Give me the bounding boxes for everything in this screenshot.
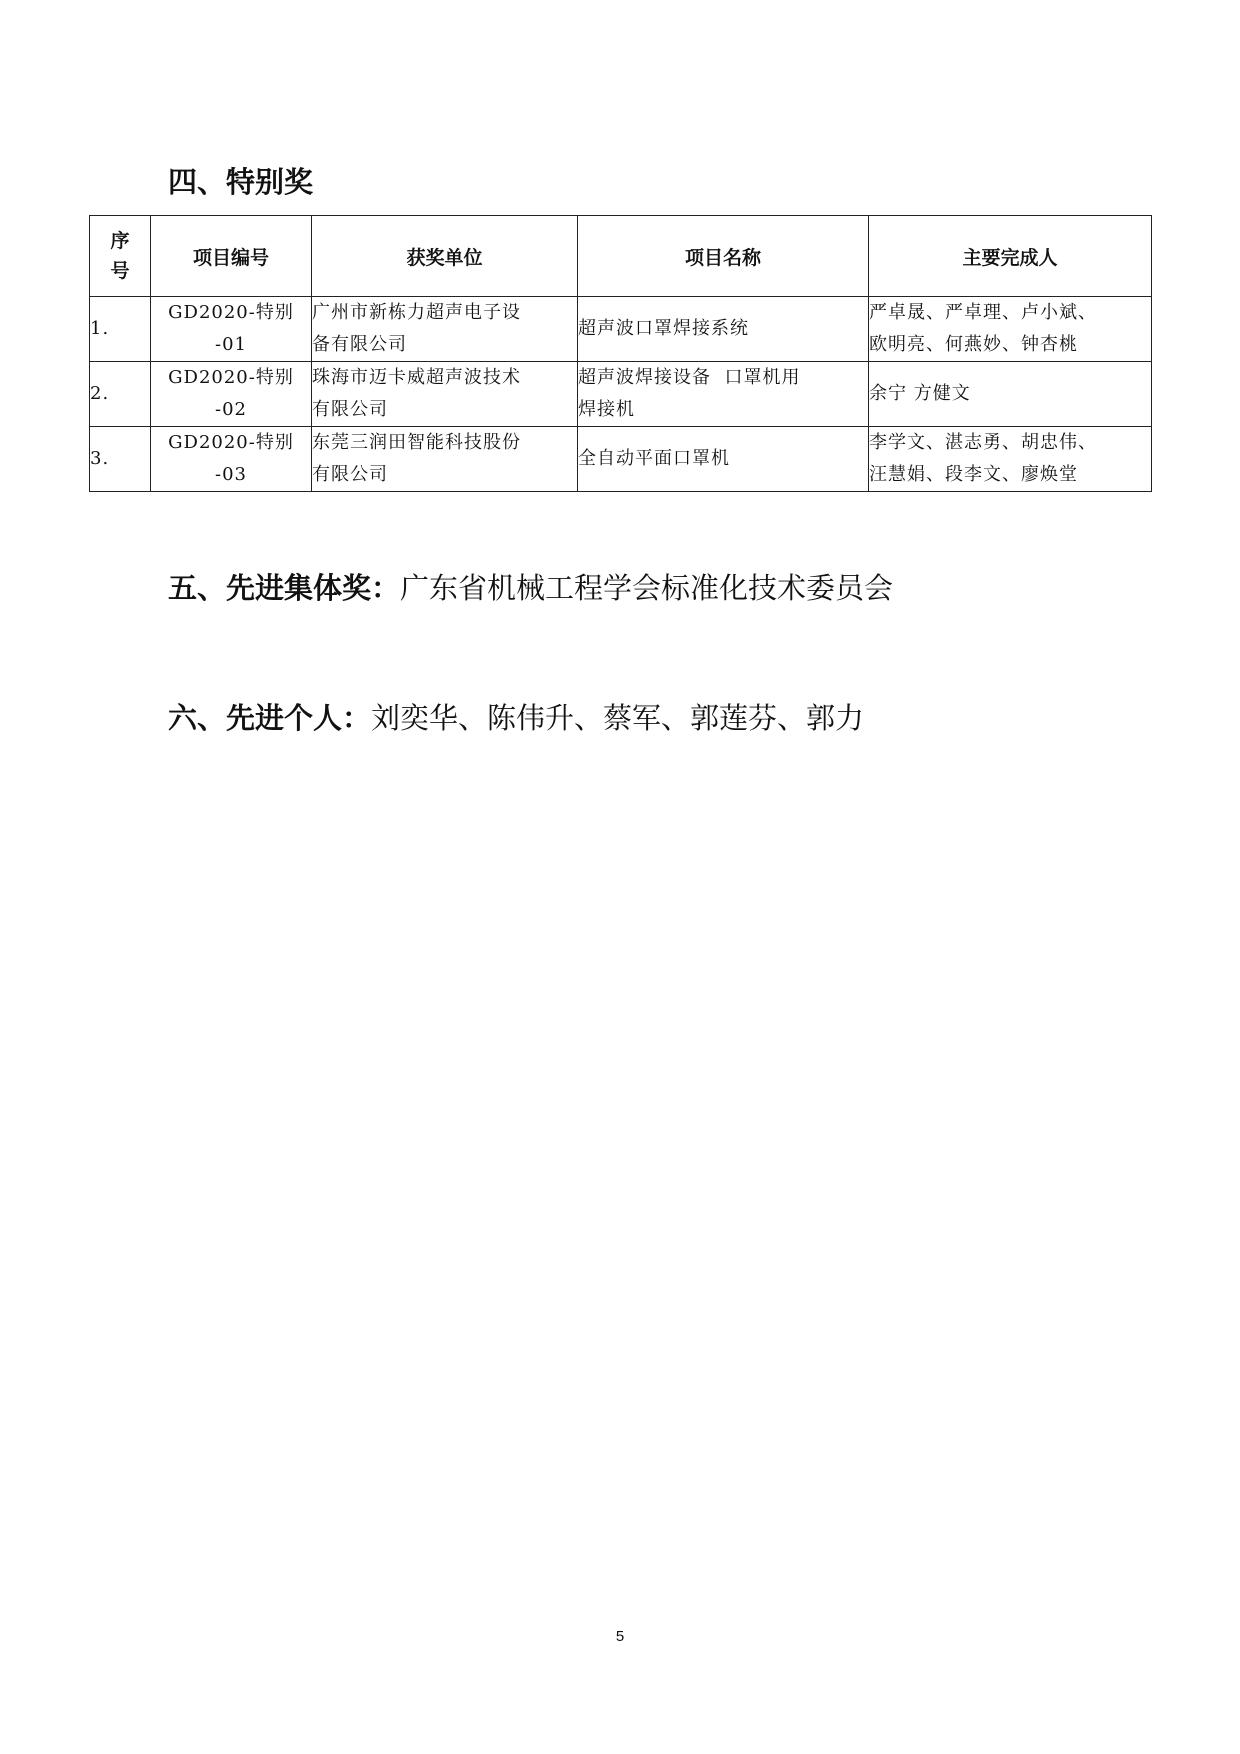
row-people-line2: 汪慧娟、段李文、廖焕堂 <box>869 464 1078 485</box>
row-unit-line2: 有限公司 <box>312 464 388 485</box>
row-name <box>578 297 869 362</box>
row-name-line1: 超声波焊接设备 口罩机用 <box>578 367 801 388</box>
header-code: 项目编号 <box>151 216 312 297</box>
special-award-table <box>89 215 1152 492</box>
row-unit <box>312 297 578 362</box>
row-unit-line1: 东莞三润田智能科技股份 <box>312 432 521 453</box>
row-seq: 1. <box>90 297 151 362</box>
header-seq-label: 序号 <box>110 230 130 282</box>
row-unit-line2: 有限公司 <box>312 399 388 420</box>
section-5-heading <box>168 570 893 606</box>
row-people <box>869 427 1152 492</box>
header-name: 项目名称 <box>578 216 869 297</box>
header-seq <box>90 216 151 297</box>
row-name-line1: 全自动平面口罩机 <box>578 448 730 469</box>
row-unit-line1: 广州市新栋力超声电子设 <box>312 302 521 323</box>
section-4-title: 四、特别奖 <box>168 165 314 199</box>
row-code-line1: GD2020-特别 <box>168 432 294 453</box>
table-row <box>90 297 1152 362</box>
section-5-value: 广东省机械工程学会标准化技术委员会 <box>400 571 894 605</box>
row-unit <box>312 362 578 427</box>
section-6-value: 刘奕华、陈伟升、蔡军、郭莲芬、郭力 <box>371 701 865 735</box>
row-people <box>869 362 1152 427</box>
row-people-line1: 余宁 方健文 <box>869 383 971 404</box>
row-name <box>578 362 869 427</box>
row-code-line2: -02 <box>215 399 247 420</box>
row-code-line1: GD2020-特别 <box>168 302 294 323</box>
row-code-line1: GD2020-特别 <box>168 367 294 388</box>
row-code <box>151 427 312 492</box>
section-5-label: 五、先进集体奖： <box>168 571 401 605</box>
section-6-heading <box>168 700 864 736</box>
row-people-line1: 严卓晟、严卓理、卢小斌、 <box>869 302 1097 323</box>
section-4-heading <box>168 164 313 200</box>
row-name-line2: 焊接机 <box>578 399 635 420</box>
row-code <box>151 362 312 427</box>
row-name <box>578 427 869 492</box>
row-code-line2: -03 <box>215 464 247 485</box>
section-6-label: 六、先进个人： <box>168 701 372 735</box>
header-people: 主要完成人 <box>869 216 1152 297</box>
row-unit-line2: 备有限公司 <box>312 334 407 355</box>
row-unit <box>312 427 578 492</box>
row-unit-line1: 珠海市迈卡威超声波技术 <box>312 367 521 388</box>
table-row <box>90 362 1152 427</box>
row-seq: 2. <box>90 362 151 427</box>
row-name-line1: 超声波口罩焊接系统 <box>578 318 749 339</box>
table-header-row <box>90 216 1152 297</box>
page-number: 5 <box>615 1628 625 1645</box>
row-people <box>869 297 1152 362</box>
header-unit: 获奖单位 <box>312 216 578 297</box>
table-row <box>90 427 1152 492</box>
row-seq: 3. <box>90 427 151 492</box>
row-code-line2: -01 <box>215 334 247 355</box>
row-people-line1: 李学文、湛志勇、胡忠伟、 <box>869 432 1097 453</box>
row-people-line2: 欧明亮、何燕妙、钟杏桃 <box>869 334 1078 355</box>
row-code <box>151 297 312 362</box>
